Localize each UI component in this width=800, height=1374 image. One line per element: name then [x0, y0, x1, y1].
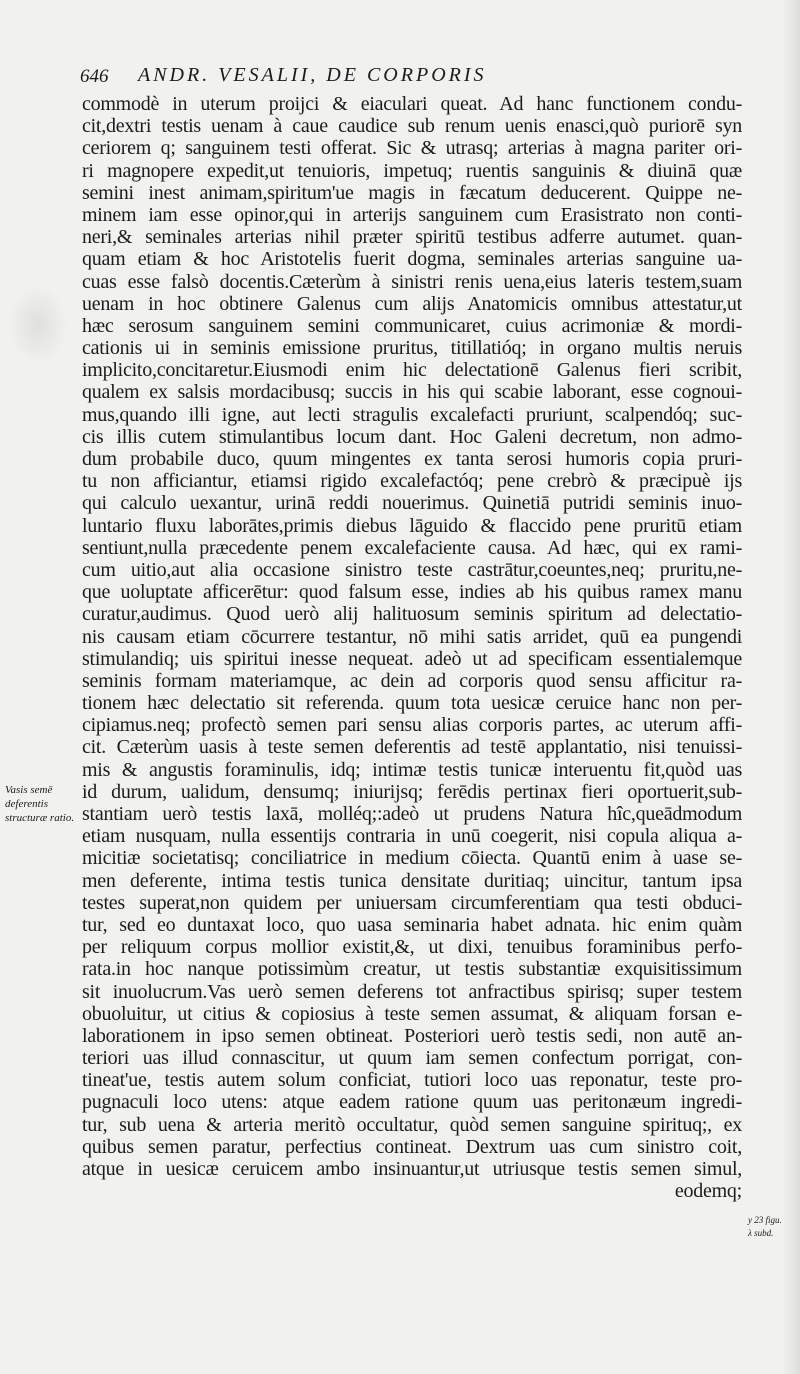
text-line: cationis ui in seminis emissione pruritus, titillatióq; in organo multis neruis — [82, 337, 742, 360]
text-line: qualem ex salsis mordacibusq; succis in his qui scabie laborant, esse cognoui- — [82, 381, 742, 404]
text-line: ri magnopere expedit,ut tenuioris, impetuq; ruentis sanguinis & diuinā quæ — [82, 159, 742, 182]
text-line: hæc serosum sanguinem semini communicaret, cuius acrimoniæ & mordi- — [82, 314, 742, 337]
text-line: obuoluitur, ut citius & copiosius à teste semen assumat, & aliquam forsan e- — [82, 1002, 742, 1025]
text-line: semini inest animam,spiritum'ue magis in fæcatum deducerent. Quippe ne- — [82, 181, 742, 204]
text-line: testes superat,non quidem per uniuersam circumferentiam qua testi obduci- — [82, 891, 742, 914]
text-line: cit. Cæterùm uasis à teste semen deferentis ad testē applantatio, nisi tenuissi- — [82, 736, 742, 759]
text-line: quibus semen paratur, perfectius contineat. Dextrum uas cum sinistro coit, — [82, 1135, 742, 1158]
text-line: micitiæ societatisq; conciliatrice in medium cōiecta. Quantū enim à uase se- — [82, 847, 742, 870]
text-line: quam etiam & hoc Aristotelis fuerit dogma, seminales arterias sanguine ua- — [82, 248, 742, 271]
text-line: id durum, ualidum, densumq; iniurijsq; ferēdis pertinax fieri oportuerit,sub- — [82, 780, 742, 803]
text-line: luntario fluxu laborātes,primis diebus lāguido & flaccido pene pruritū etiam — [82, 514, 742, 537]
text-line: cit,dextri testis uenam à caue caudice sub renum uenis enasci,quò puriorē syn — [82, 115, 742, 138]
page-header — [80, 64, 640, 94]
text-line: sentiunt,nulla præcedente penem excalefaciente causa. Ad hæc, qui ex rami- — [82, 536, 742, 559]
text-line: commodè in uterum proijci & eiaculari queat. Ad hanc functionem condu- — [82, 93, 742, 115]
text-line: cum uitio,aut alia occasione sinistro teste castrātur,coeuntes,neq; pruritu,ne- — [82, 558, 742, 581]
text-line: tu non afficiantur, etiamsi rigido excalefactóq; pene crebrò & præcipuè ijs — [82, 470, 742, 493]
text-line: curatur,audimus. Quod uerò alij halituosum seminis spiritum ad delectatio- — [82, 603, 742, 626]
text-line: per reliquum corpus mollior existit,&, ut dixi, tenuibus foraminibus perfo- — [82, 936, 742, 959]
text-line: implicito,concitaretur.Eiusmodi enim hic delectationē Galenus fieri scribit, — [82, 359, 742, 382]
scan-edge — [782, 0, 800, 1374]
text-line: men deferente, intima testis tunica densitate duritiaq; uincitur, tantum ipsa — [82, 869, 742, 892]
body-text — [82, 93, 742, 1202]
running-head: ANDR. VESALII, DE CORPORIS — [138, 64, 487, 86]
text-line: dum probabile duco, quum mingentes ex tanta serosi humoris copia pruri- — [82, 448, 742, 470]
text-line: minem iam esse opinor,qui in arterijs sanguinem cum Erasistrato non conti- — [82, 203, 742, 226]
text-line: cipiamus.neq; profectò semen pari sensu alias corporis partes, ac uterum affi- — [82, 714, 742, 737]
text-line: tineat'ue, testis autem solum conficiat, tutiori loco uas reponatur, teste pro- — [82, 1069, 742, 1092]
text-line: teriori uas illud connascitur, ut quum iam semen confectum porrigat, con- — [82, 1047, 742, 1070]
text-line: qui calculo uexantur, urinā reddi nouerimus. Quinetiā putridi seminis inuo- — [82, 492, 742, 515]
margin-note-right-1: y 23 figu. — [748, 1215, 782, 1225]
text-line: pugnaculi loco utens: atque eadem ratione quum uas peritonæum ingredi- — [82, 1091, 742, 1114]
text-line: sit inuolucrum.Vas uerò semen deferens tot anfractibus spirisq; super testem — [82, 980, 742, 1003]
text-line: neri,& seminales arterias nihil præter spiritū testibus adferre autumet. quan- — [82, 226, 742, 249]
text-line: laborationem in ipso semen obtineat. Posteriori uerò testis sedi, non autē an- — [82, 1024, 742, 1047]
page-smudge — [8, 285, 68, 365]
text-line: tur, sed eo duntaxat loco, quo uasa seminaria habet adnata. hic enim quàm — [82, 913, 742, 936]
text-line: etiam nusquam, nulla essentijs contraria in unū coegerit, nisi copula aliqua a- — [82, 825, 742, 848]
text-line: seminis formam materiamque, ac dein ad corporis quod sensu afficitur ra- — [82, 669, 742, 692]
text-line: mus,quando illi igne, aut lecti stragulis excalefacti pruriunt, scalpendóq; suc- — [82, 403, 742, 426]
margin-note-right — [748, 1214, 798, 1240]
text-line: rata.in hoc nanque potissimùm creatur, ut testis substantiæ exquisitissimum — [82, 958, 742, 981]
text-line: cis illis cutem stimulantibus locum dant. Hoc Galeni decretum, non admo- — [82, 425, 742, 448]
text-line: tionem hæc delectatio sit referenda. quum tota uesicæ ceruice hanc non per- — [82, 692, 742, 715]
text-line: tur, sub uena & arteria meritò occultatur, quòd semen sanguine spirituq;, ex — [82, 1113, 742, 1136]
margin-note-left: Vasis semē deferentis structuræ ratio. — [5, 784, 75, 824]
text-line: que uoluptate afficerētur: quod falsum esse, indies ab his quibus ramex manu — [82, 581, 742, 604]
text-line: mis & angustis foraminulis, idq; intimæ testis tunicæ interuentu fit,quòd uas — [82, 758, 742, 781]
text-line: ceriorem q; sanguinem testi offerat. Sic & utrasq; arterias à magna pariter ori- — [82, 137, 742, 160]
margin-note-right-2: λ subd. — [748, 1228, 774, 1238]
text-line: nis causam etiam cōcurrere testantur, nō mihi satis arridet, quū ea pungendi — [82, 625, 742, 648]
text-line: cuas esse falsò docentis.Cæterùm à sinistri renis uena,eius lateris testem,suam — [82, 270, 742, 293]
catchword: eodemq; — [674, 1180, 742, 1203]
text-line: stantiam uerò testis laxā, molléq;:adeò ut prudens Natura hîc,queādmodum — [82, 803, 742, 825]
text-line: atque in uesicæ ceruicem ambo insinuantur,ut utriusque testis semen simul, — [82, 1158, 742, 1180]
text-line: stimulandiq; uis spiritui inesse nequeat. adeò ut ad specificam essentialemque — [82, 647, 742, 670]
text-line: uenam in hoc obtinere Galenus cum alijs Anatomicis omnibus attestatur,ut — [82, 292, 742, 315]
page-number: 646 — [80, 66, 109, 87]
